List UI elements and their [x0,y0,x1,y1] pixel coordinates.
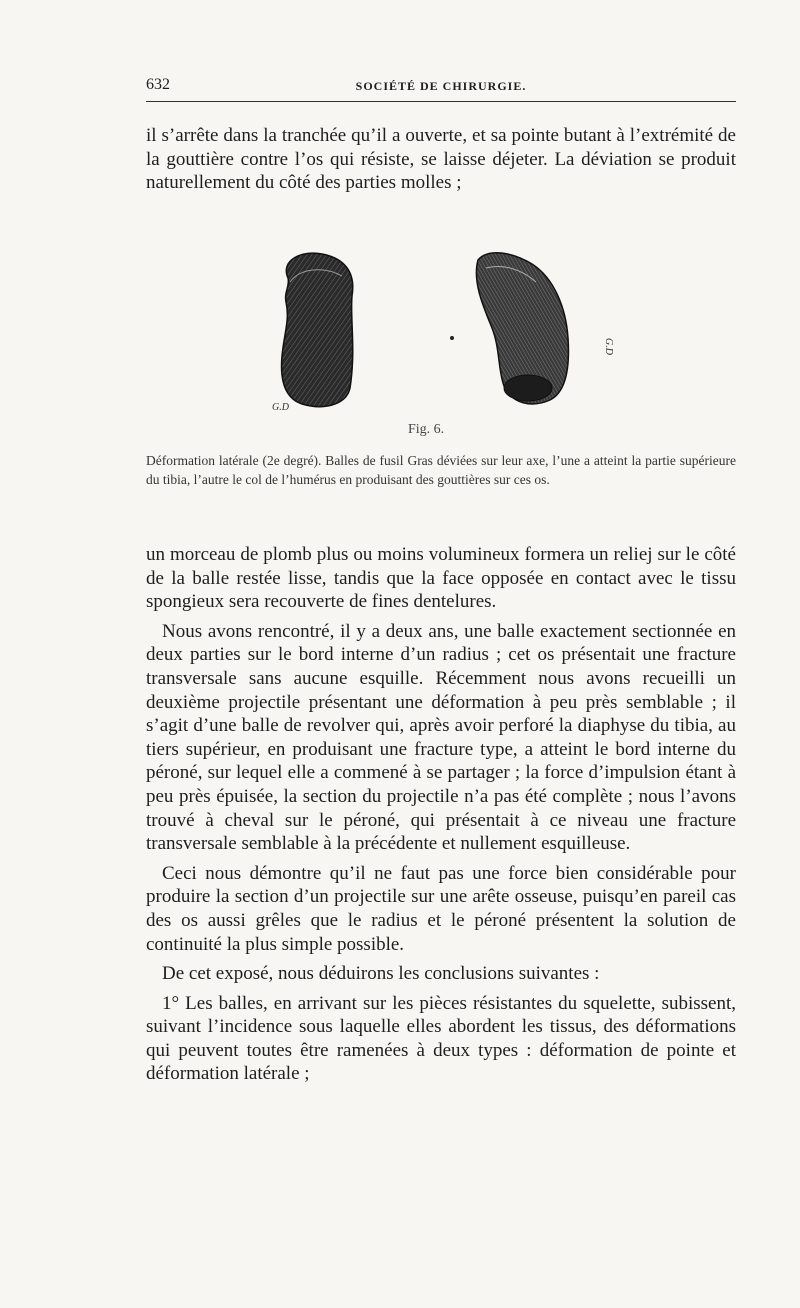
figure-caption [146,452,736,489]
figure-label: Fig. 6. [408,422,445,437]
running-title: SOCIÉTÉ DE CHIRURGIE. [355,79,527,93]
page-number: 632 [146,76,170,93]
body-paragraph: Nous avons rencontré, il y a deux ans, une balle exactement sectionnée en deux parties sur le bord interne d’un radius ; cet os présentait une fracture transversale sans aucune esquille. Récemment nous avons recueilli un deuxième projectile présentant une déformation à peu près semblable ; il s’agit d’une balle de revolver qui, après avoir perforé la diaphyse du tibia, au tiers supérieur, en produisant une fracture type, a atteint le bord interne du péroné, sur lequel elle a commené à se partager ; la force d’impulsion étant à peu près épuisée, la section du projectile n’a pas été complète ; nous l’avons trouvé à cheval sur le péroné, qui présentait à ce niveau une fracture transversale semblable à la précédente et nullement esquilleuse. [146,620,736,855]
figure-caption-text: Déformation latérale (2e degré). Balles de fusil Gras déviées sur leur axe, l’une a atteint la partie supérieure du tibia, l’autre le col de l’humérus en produisant des gouttières sur ces os. [146,453,736,487]
body-paragraph: Ceci nous démontre qu’il ne faut pas une force bien considérable pour produire la section d’un projectile sur une arête osseuse, puisqu’en pareil cas des os aussi grêles que le radius et le péroné présentent la solution de continuité la plus simple possible. [146,862,736,955]
intro-paragraph: il s’arrête dans la tranchée qu’il a ouverte, et sa pointe butant à l’extrémité de la gouttière contre l’os qui résiste, se laisse déjeter. La déviation se produit naturellement du côté des parties molles ; [146,125,736,194]
intro-text [146,124,736,195]
deformed-bullets-illustration [250,238,630,438]
page-header [146,76,736,100]
body-paragraph: 1° Les balles, en arrivant sur les pièces résistantes du squelette, subissent, suivant l’incidence sous laquelle elles abordent les tissus, des déformations qui peuvent toutes être ramenées à deux types : déformation de pointe et déformation latérale ; [146,992,736,1085]
body-paragraph: De cet exposé, nous déduirons les conclusions suivantes : [162,963,600,985]
figure-6 [250,238,630,438]
engraver-mark-right: G.D [603,338,614,355]
figure-dot [450,336,454,340]
bullet-left [282,253,353,406]
body-paragraph: un morceau de plomb plus ou moins volumineux formera un reliej sur le côté de la balle restée lisse, tandis que la face opposée en contact avec le tissu spongieux sera recouverte de fines dentelures. [146,544,736,613]
engraver-mark-left: G.D [272,402,289,413]
body-text [146,543,736,1086]
bullet-right [476,253,568,404]
header-rule [146,101,736,102]
